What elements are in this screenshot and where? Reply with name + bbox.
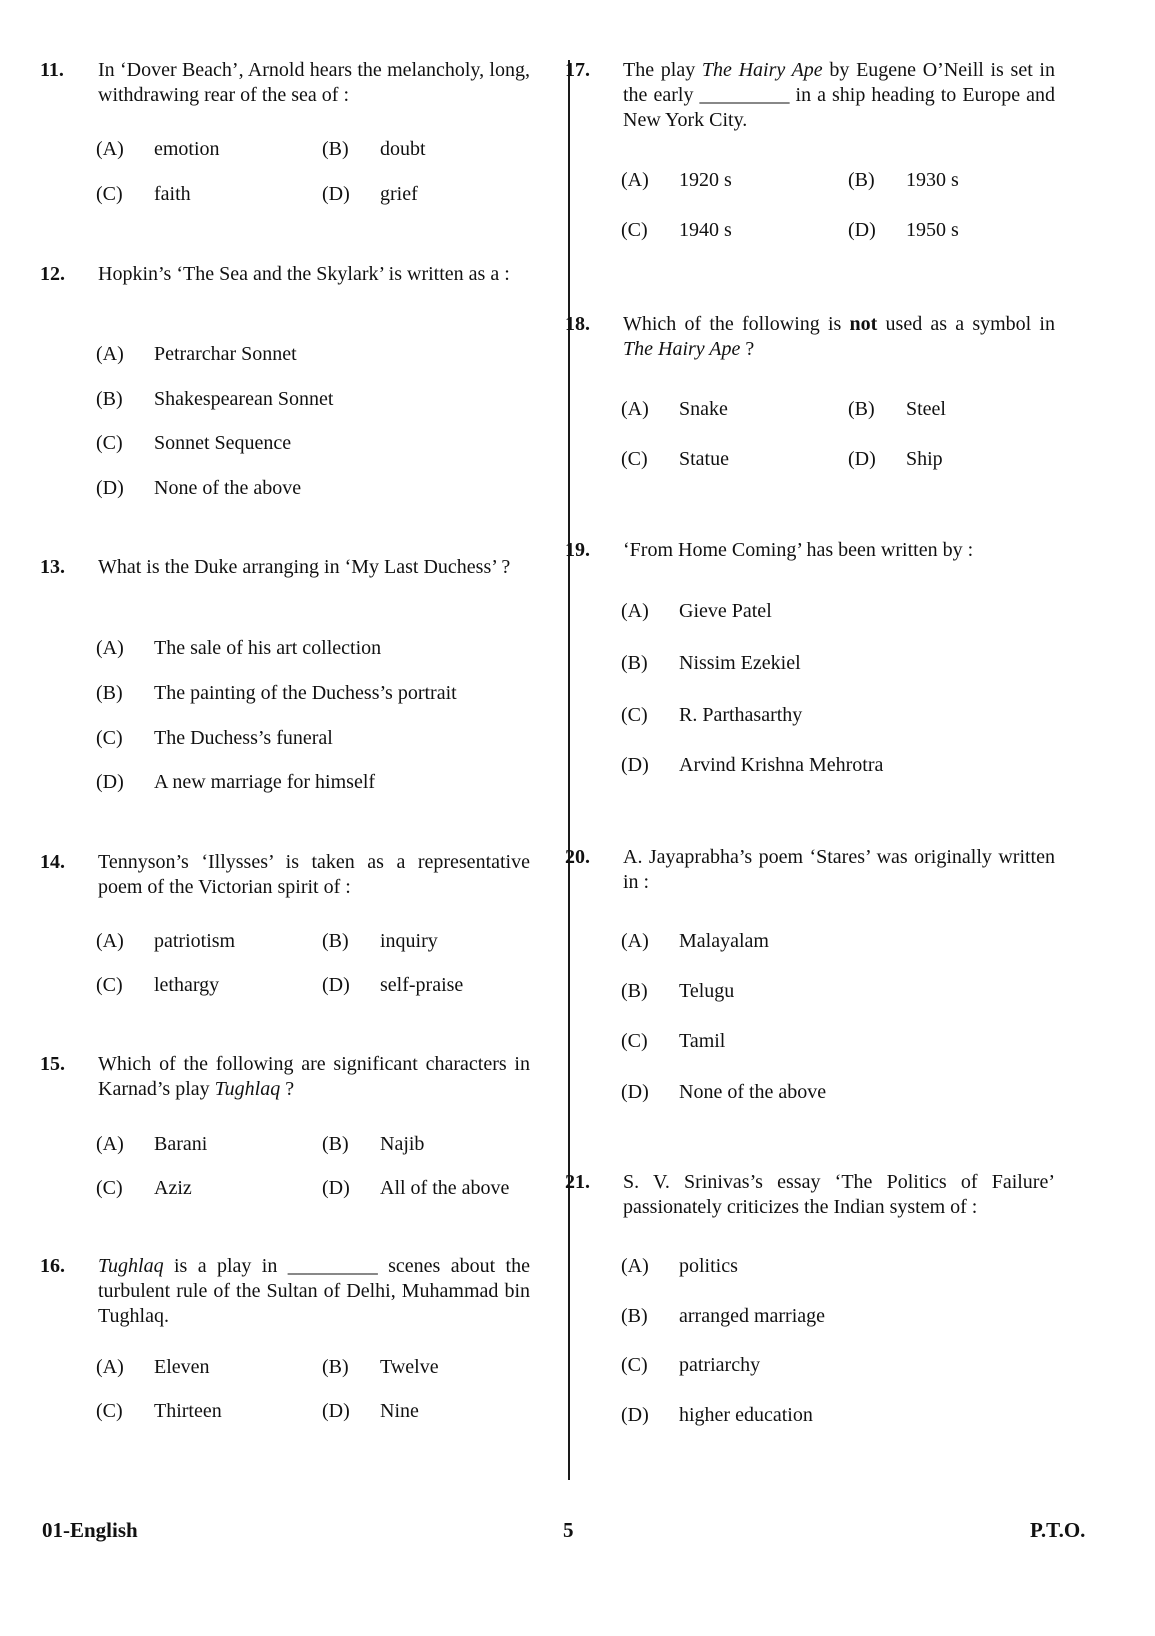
option-label: (A) (621, 930, 649, 952)
option-text: Ship (906, 448, 943, 470)
option-label: (B) (322, 138, 349, 160)
question-number: 11. (40, 59, 64, 81)
footer-pto: P.T.O. (1030, 1518, 1086, 1542)
question-text: The play The Hairy Ape by Eugene O’Neill is set in the early _________ in a ship heading to Europe and New York City. (623, 59, 1055, 131)
question-text: In ‘Dover Beach’, Arnold hears the melancholy, long, withdrawing rear of the sea of : (98, 59, 530, 106)
option-text: Steel (906, 398, 946, 420)
footer-subject-code: 01-English (42, 1518, 138, 1542)
option-label: (A) (621, 1255, 649, 1277)
option-text: Shakespearean Sonnet (154, 388, 334, 410)
question-number: 17. (565, 59, 590, 81)
option-text: A new marriage for himself (154, 771, 376, 793)
option-text: Tamil (679, 1030, 726, 1052)
option-label: (D) (848, 448, 876, 470)
option-label: (B) (322, 1356, 349, 1378)
option-label: (D) (96, 771, 124, 793)
option-label: (B) (621, 980, 648, 1002)
option-text: R. Parthasarthy (679, 704, 803, 726)
option-text: Aziz (154, 1177, 192, 1199)
option-label: (B) (322, 930, 349, 952)
option-text: Nissim Ezekiel (679, 652, 801, 674)
option-text: lethargy (154, 974, 220, 996)
option-label: (A) (621, 600, 649, 622)
option-label: (D) (621, 1081, 649, 1103)
option-text: Eleven (154, 1356, 210, 1378)
option-label: (C) (96, 727, 123, 749)
option-label: (D) (322, 183, 350, 205)
question-text: S. V. Srinivas’s essay ‘The Politics of Failure’ passionately criticizes the Indian system of : (623, 1171, 1055, 1218)
option-text: Petrarchar Sonnet (154, 343, 297, 365)
option-text: Twelve (380, 1356, 439, 1378)
column-divider (568, 60, 570, 1480)
option-label: (C) (621, 448, 648, 470)
option-text: grief (380, 183, 418, 205)
option-label: (B) (621, 652, 648, 674)
question-number: 21. (565, 1171, 590, 1193)
option-text: higher education (679, 1404, 813, 1426)
option-text: 1950 s (906, 219, 959, 241)
option-label: (D) (322, 1400, 350, 1422)
option-text: patriotism (154, 930, 236, 952)
option-label: (B) (848, 398, 875, 420)
option-text: Malayalam (679, 930, 769, 952)
option-label: (B) (96, 682, 123, 704)
question-number: 16. (40, 1255, 65, 1277)
option-text: faith (154, 183, 191, 205)
option-label: (A) (96, 343, 124, 365)
option-label: (C) (621, 1030, 648, 1052)
option-text: self-praise (380, 974, 464, 996)
question-text: ‘From Home Coming’ has been written by : (623, 539, 974, 561)
question-number: 14. (40, 851, 65, 873)
question-number: 18. (565, 313, 590, 335)
question-number: 19. (565, 539, 590, 561)
option-text: The Duchess’s funeral (154, 727, 333, 749)
option-label: (C) (96, 432, 123, 454)
option-label: (A) (621, 169, 649, 191)
option-text: The sale of his art collection (154, 637, 382, 659)
option-text: Telugu (679, 980, 735, 1002)
option-label: (C) (621, 219, 648, 241)
option-label: (A) (96, 930, 124, 952)
footer-page-number: 5 (563, 1518, 574, 1542)
option-label: (D) (848, 219, 876, 241)
option-text: doubt (380, 138, 426, 160)
option-label: (D) (96, 477, 124, 499)
option-text: patriarchy (679, 1354, 761, 1376)
option-label: (D) (621, 754, 649, 776)
option-label: (D) (621, 1404, 649, 1426)
option-text: arranged marriage (679, 1305, 826, 1327)
option-text: Arvind Krishna Mehrotra (679, 754, 884, 776)
option-label: (C) (96, 974, 123, 996)
option-text: inquiry (380, 930, 438, 952)
option-label: (D) (322, 974, 350, 996)
question-text: A. Jayaprabha’s poem ‘Stares’ was originally written in : (623, 846, 1055, 893)
option-text: None of the above (154, 477, 302, 499)
question-number: 13. (40, 556, 65, 578)
option-text: 1920 s (679, 169, 732, 191)
option-text: Najib (380, 1133, 425, 1155)
option-label: (B) (848, 169, 875, 191)
option-text: emotion (154, 138, 220, 160)
option-label: (B) (621, 1305, 648, 1327)
question-text: What is the Duke arranging in ‘My Last Duchess’ ? (98, 556, 511, 578)
option-text: Gieve Patel (679, 600, 772, 622)
option-text: politics (679, 1255, 738, 1277)
option-label: (C) (96, 183, 123, 205)
option-text: Barani (154, 1133, 208, 1155)
question-text: Which of the following is not used as a symbol in The Hairy Ape ? (623, 313, 1055, 360)
option-text: None of the above (679, 1081, 827, 1103)
option-text: 1930 s (906, 169, 959, 191)
question-number: 15. (40, 1053, 65, 1075)
question-text: Tennyson’s ‘Illysses’ is taken as a representative poem of the Victorian spirit of : (98, 851, 530, 898)
option-label: (A) (621, 398, 649, 420)
option-text: Statue (679, 448, 729, 470)
option-label: (A) (96, 138, 124, 160)
question-text: Tughlaq is a play in _________ scenes about the turbulent rule of the Sultan of Delhi, Muhammad bin Tughlaq. (98, 1255, 530, 1327)
question-text: Which of the following are significant characters in Karnad’s play Tughlaq ? (98, 1053, 530, 1100)
option-text: Snake (679, 398, 728, 420)
option-text: Nine (380, 1400, 419, 1422)
option-label: (A) (96, 1356, 124, 1378)
option-label: (C) (96, 1177, 123, 1199)
option-text: 1940 s (679, 219, 732, 241)
question-text: Hopkin’s ‘The Sea and the Skylark’ is written as a : (98, 263, 510, 285)
option-label: (D) (322, 1177, 350, 1199)
option-label: (C) (96, 1400, 123, 1422)
option-text: The painting of the Duchess’s portrait (154, 682, 457, 704)
option-text: Sonnet Sequence (154, 432, 292, 454)
question-number: 20. (565, 846, 590, 868)
option-label: (C) (621, 704, 648, 726)
option-text: All of the above (380, 1177, 510, 1199)
option-label: (C) (621, 1354, 648, 1376)
option-text: Thirteen (154, 1400, 222, 1422)
option-label: (B) (322, 1133, 349, 1155)
option-label: (A) (96, 1133, 124, 1155)
option-label: (A) (96, 637, 124, 659)
option-label: (B) (96, 388, 123, 410)
question-number: 12. (40, 263, 65, 285)
